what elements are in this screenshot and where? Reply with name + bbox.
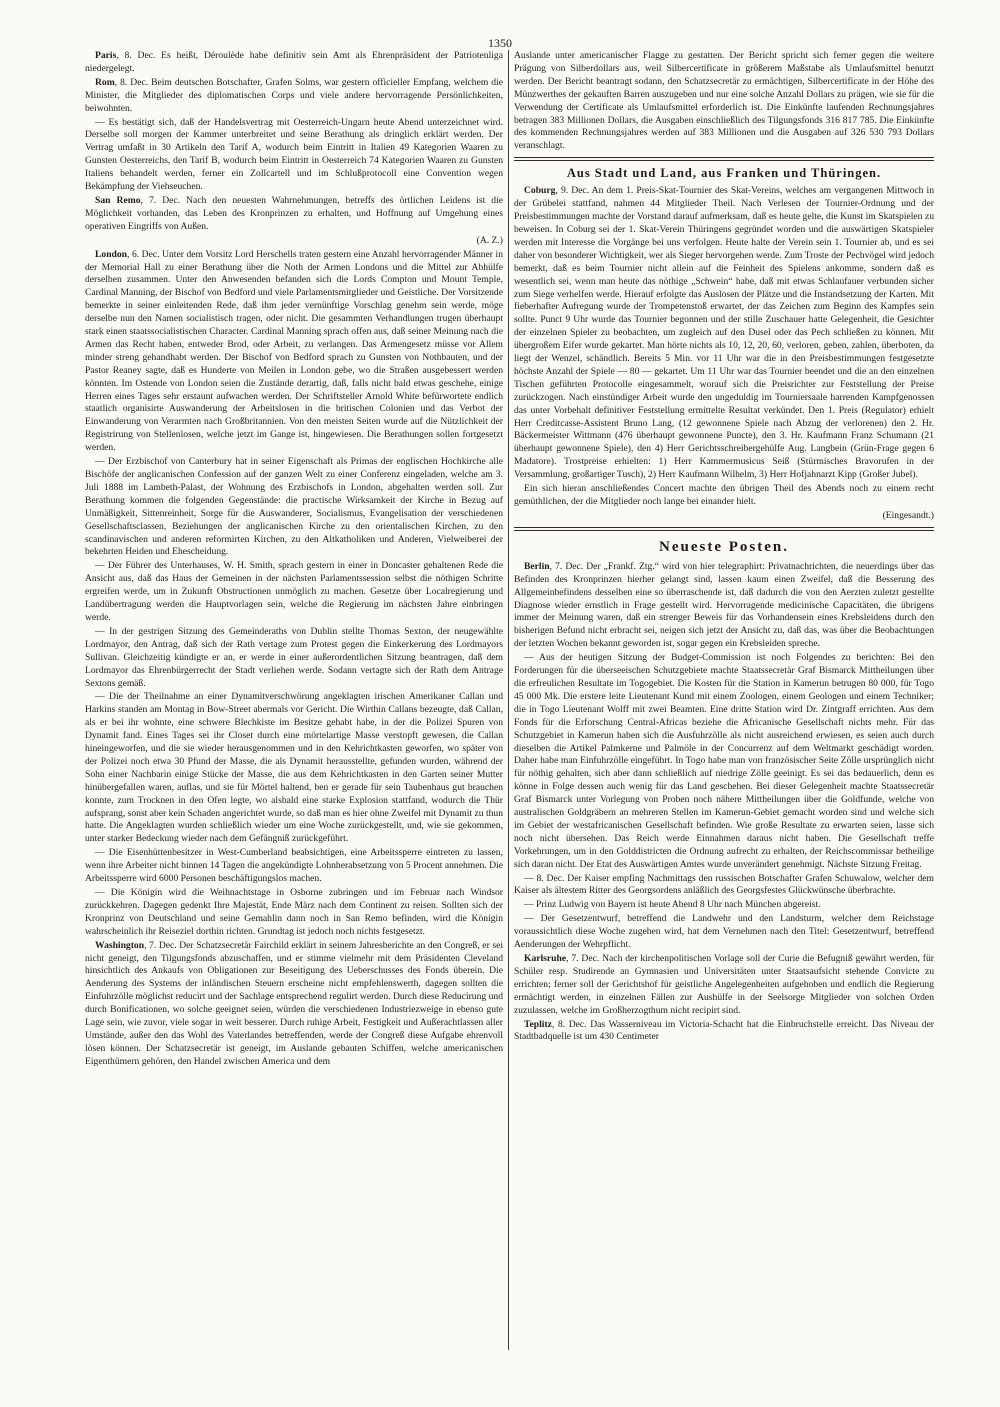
- left-column: [85, 50, 503, 1350]
- article-berlin: , 7. Dec. Der „Frankf. Ztg.“ wird von hier telegraphirt: Privatnachrichten, die neuerdings über das Befinden des Kronprinzen hierher gelangt sind, lassen kaum einen Zweifel, daß die Besserung des Allgemeinbefindens desselben eine so überraschende ist, daß dadurch die von den Aerzten zuletzt gestellte Diagnose wieder ernstlich in Frage gestellt wird. Hervorragende medicinische Capacitäten, die übrigens immer der Meinung waren, daß ein strenger Beweis für das Vorhandensein eines Krebsleidens durch den bisherigen Befund nicht erbracht sei, neigen sich jetzt der Ansicht zu, daß das, was über die Beobachtungen der letzten Wochen bekannt geworden ist, sogar gegen ein Krebsleiden spreche.: [514, 560, 934, 650]
- article-sanremo: , 7. Dec. Nach den neuesten Wahrnehmungen, betreffs des örtlichen Leidens ist die Möglichkeit vorhanden, das Leben des Kronprinzen zu erhalten, und Hoffnung auf Umgehung eines operativen Eingriffs von Außen.: [85, 194, 503, 232]
- column-divider: [508, 50, 509, 1350]
- signature-az: (A. Z.): [476, 234, 503, 246]
- article-teplitz: , 8. Dec. Das Wasserniveau im Victoria-Schacht hat die Einbruchstelle erreicht. Das Niveau der Stadtbadquelle ist um 430 Centimeter: [514, 1018, 934, 1043]
- dateline-london: London: [95, 248, 127, 260]
- dateline-teplitz: Teplitz: [524, 1018, 552, 1030]
- article-london-smith: — Der Führer des Unterhauses, W. H. Smith, sprach gestern in einer in Doncaster gehaltenen Rede die Ansicht aus, daß das Haus der Gemeinen in der nächsten Parlamentssession selbst die nöthigen Schritte ergreifen werde, um in Zukunft Obstructionen unmöglich zu machen. Gesetze über Localregierung und Landübertragung werden die Hauptvorlagen sein, welche die Regierung im nächsten Jahre einbringen werde.: [85, 560, 503, 623]
- page-number: 1350: [488, 36, 512, 50]
- article-berlin-kaiser: — 8. Dec. Der Kaiser empfing Nachmittags den russischen Botschafter Grafen Schuwalow, welcher dem Kaiser als ältestem Ritter des Georgsordens anläßlich des Georgsfestes Glückwünsche überbrachte.: [514, 872, 934, 897]
- article-coburg: , 9. Dec. An dem 1. Preis-Skat-Tournier des Skat-Vereins, welches am vergangenen Mittwoch in der Grübelei stattfand, nahmen 44 Mitglieder Theil. Nach Verlesen der Tournier-Ordnung und der Preisbestimmungen machte der Vorstand darauf aufmerksam, daß es heute gelte, die Kunst im Skatspielen zu beweisen. In Coburg sei der 1. Skat-Verein Thüringens gegründet worden und die auswärtigen Skatspieler werden mit Interesse die Vorgänge bei uns verfolgen. Heute halte der Verein sein 1. Tournier ab, und es sei daher von besonderer Wichtigkeit, wer als Sieger hervorgehen werde. Zum Troste der Pechvögel wird jedoch bemerkt, daß es beim Tournier nicht allein auf die Feinheit des Spielens ankomme, sondern daß es wesentlich sei, wenn man heute das nöthige „Schwein“ habe, daß mit etwas Schlaufauer verbunden sicher zum Siege verhelfen werde. Hierauf erfolgte das Auslosen der Plätze und die Instandsetzung der Karten. Mit fieberhafter Aufregung wurde der Trompetenstoß erwartet, der das Zeichen zum Beginn des Kampfes sein sollte. Punct 9 Uhr wurde das Tournier begonnen und der stille Zuschauer hatte Gelegenheit, die Gesichter der einzelnen Spieler zu beobachten, um zugleich auf den Dusel oder das Pech schließen zu können. Mit übergroßem Eifer wurde gekartet. Man hörte nichts als 10, 12, 20, 60, verloren, geben, zahlen, überboten, da liegt der Wenzel, schändlich. Bereits 5 Min. vor 11 Uhr war die in den Preisbestimmungen festgesetzte höchste Anzahl der Spiele — 80 — gekartet. Um 11 Uhr war das Tournier beendet und die an den einzelnen Tischen geführten Protocolle eingesammelt, worauf sich die Preisrichter zur Feststellung der Preise zurückzogen. Nach einstündiger Arbeit wurde den ungeduldig im Tourniersaale harrenden Kampfgenossen das unter Vorbehalt definitiver Feststellung ermittelte Resultat verkündet. Den 1. Preis (Regulator) erhielt Herr Creditcasse-Assistent Bruno Lang, (12 gewonnene Spiele nach Abzug der verlorenen) den 2. Hr. Bäckermeister Wittmann (476 überhaupt gewonnene Puncte), den 3. Hr. Kaufmann Franz Schumann (21 überhaupt gewonnene Spiele), den 4) Herr Gerichtsschreibergehülfe Aug. Langbein (Grün-Frage gegen 6 Madatore). Trostpreise erhielten: 1) Herr Kammermusicus Seiß (Stürmisches Bravorufen in der Versammlung, großartiger Tusch), 2) Herr Kaufmann Wilhelm, 3) Herr Hofjahnarzt Kipp (Großer Jubel).: [514, 185, 934, 481]
- article-washington: , 7. Dec. Der Schatzsecretär Fairchild erklärt in seinem Jahresberichte an den Congreß, er sei nicht geneigt, den Tilgungsfonds abzuschaffen, und er stimme vielmehr mit dem Präsidenten Cleveland hinsichtlich des Ankaufs von Obligationen zur Beseitigung des Ueberschusses des Fonds überein. Die Aenderung des Systems der inländischen Steuern erscheine nicht empfehlenswerth, dagegen sollten die Einfuhrzölle möglichst reducirt und der Sachlage entsprechend regulirt werden. Durch diese Reducirung und durch Bonificationen, wo solche geeignet seien, würden die verschiedenen Industriezweige in ebenso gute Lage sein, wie zuvor, viele sogar in weit besserer. Durch ruhige Arbeit, Festigkeit und Außerachtlassen aller Umstände, außer den das Wohl des Vaterlandes betreffenden, werde der Congreß diese Aufgabe ehrenvoll lösen können. Der Schatzsecretär ist geneigt, im Auslande gebauten Schiffen, welche americanischen Eigenthümern gehören, den Handel zwischen America und dem: [85, 939, 503, 1067]
- article-karlsruhe: , 7. Dec. Nach der kirchenpolitischen Vorlage soll der Curie die Befugniß gewährt werden, für Schüler resp. Studirende an Gymnasien und Universitäten unter Staatsaufsicht stehende Convicte zu errichten; ferner soll der Gerichtshof für geistliche Angelegenheiten aufgehoben und endlich die Regierung ermächtigt werden, in einzelnen Fällen zur Aushülfe in der Seelsorge Mitglieder von solchen Orden zuzulassen, welche im Großherzogthum nicht recipirt sind.: [514, 953, 934, 1016]
- dateline-sanremo: San Remo: [95, 194, 141, 206]
- article-washington-continued: Auslande unter americanischer Flagge zu gestatten. Der Bericht spricht sich ferner gegen die weitere Prägung von Silberdollars aus, weil Silbercertificate in größerem Maßstabe als Umlaufsmittel benutzt werden. Der Bericht beantragt sodann, den Schatzsecretär zu ermächtigen, Silbercertificate in der Höhe des Münzwerthes der gekauften Barren auszugeben und nur eine solche Anzahl Dollars zu prägen, wie sie für die Verwendung der Certificate als Umlaufsmittel erforderlich ist. Die Einkünfte laufenden Rechnungsjahres betragen 383 Millionen Dollars, die Ausgaben einschließlich des Tilgungsfonds 316 817 785. Die Einkünfte des kommenden Rechnungsjahres werden auf 383 Millionen und die Ausgaben auf 326 530 793 Dollars veranschlagt.: [514, 50, 934, 152]
- dateline-karlsruhe: Karlsruhe: [524, 953, 567, 964]
- right-column: [514, 50, 934, 1350]
- article-berlin-prinz: — Prinz Ludwig von Bayern ist heute Abend 8 Uhr nach München abgereist.: [524, 899, 821, 911]
- dateline-rom: Rom: [95, 76, 115, 88]
- article-berlin-gesetzentwurf: — Der Gesetzentwurf, betreffend die Landwehr und den Landsturm, welcher dem Reichstage voraussichtlich diese Woche zugehen wird, hat dem Vernehmen nach den Titel: Gesetzentwurf, betreffend Aenderungen der Wehrpflicht.: [514, 913, 934, 951]
- article-london-canterbury: — Der Erzbischof von Canterbury hat in seiner Eigenschaft als Primas der englischen Hochkirche alle Bischöfe der anglicanischen Confession auf der ganzen Welt zu einer Conferenz eingeladen, welche am 3. Juli 1888 im Lambeth-Palast, der Wohnung des Erzbischofs in London, abgehalten werden soll. Zur Berathung kommen die folgenden Gegenstände: die practische Wirksamkeit der Kirche in Bezug auf Unmäßigkeit, Sittenreinheit, Sorge für die Auswanderer, Socialismus, Evangelisation der verschiedenen Gesellschaftsclassen, Beziehungen der anglicanischen Kirche zu den orientalischen Kirchen, zu den scandinavischen und anderen reformirten Kirchen, zu den Altkatholiken und Anderen, Vielweiberei der bekehrten Heiden und Ehescheidung.: [85, 456, 503, 558]
- dateline-coburg: Coburg: [524, 185, 556, 197]
- article-london: , 6. Dec. Unter dem Vorsitz Lord Herschells traten gestern eine Anzahl hervorragender Männer in der Memorial Hall zu einer Berathung über die Noth der Armen Londons und die Mittel zur Abhülfe derselben zusammen. Unter den Anwesenden befanden sich die Lords Compton und Mount Temple, Cardinal Manning, der Bischof von Bedford und viele Parlamentsmitglieder und Geistliche. Der Vorsitzende bemerkte in seiner einleitenden Rede, daß ihm jeder vernünftige Vorschlag genehm sein werde, möge derselbe nun den Namen socialistisch tragen, oder nicht. Die gesammten Verhandlungen trugen überhaupt stark einen staatssocialistischen Character. Cardinal Manning sprach offen aus, daß seiner Meinung nach die Armen das Recht haben, entweder Brod, oder Arbeit, zu verlangen. Das Armengesetz müsse vor Allem minder streng gehandhabt werden. Der Bischof von Bedford sprach zu Gunsten von Nothbauten, und der Pastor Reaney sagte, daß es Hunderte von Meilen in London gebe, wo die Straßen ausgebessert werden könnten. Im Ostende von London seien die Zustände derartig, daß, falls nicht bald etwas geschehe, einige Herren eines Tages sehr erstaunt aufwachen werden. Der Schriftsteller Arnold White befürwortete endlich staatlich organisirte Auswanderung der Arbeitslosen in die britischen Colonien und das Verbot der Einwanderung von Verarmten nach Großbritannien. Von den meisten Seiten wurde auf die Nützlichkeit der Registrirung von Stellenlosen, welche jetzt im Gange ist, hingewiesen. Die Berathungen sollen fortgesetzt werden.: [85, 248, 503, 454]
- article-london-eisenhuetten: — Die Eisenhüttenbesitzer in West-Cumberland beabsichtigen, eine Arbeitssperre eintreten zu lassen, wenn ihre Arbeiter nicht binnen 14 Tagen die angekündigte Lohnherabsetzung von 5 Procent annehmen. Die Arbeitssperre wird 6000 Personen beschäftigungslos machen.: [85, 847, 503, 885]
- dateline-berlin: Berlin: [524, 560, 550, 572]
- section-rule: [514, 157, 934, 161]
- article-london-dublin: — In der gestrigen Sitzung des Gemeinderaths von Dublin stellte Thomas Sexton, der neugewählte Lordmayor, den Antrag, daß sich der Rath vertage zum Protest gegen die Einkerkerung des Lordmayors Sullivan. Gleichzeitig kündigte er an, er werde in einer außerordentlichen Sitzung beantragen, daß dem Lordmayor das Ehrenbürgerrecht der Stadt verliehen werde. Sodann vertagte sich der Rath dem Antrage Sextons gemäß.: [85, 625, 503, 689]
- article-london-koenigin: — Die Königin wird die Weihnachtstage in Osborne zubringen und im Februar nach Windsor zurückkehren. Dagegen gedenkt Ihre Majestät, Ende März nach dem Continent zu reisen. Sollten sich der Kronprinz von Deutschland und seine Gemahlin dann noch in San Remo befinden, wird die Königin wahrscheinlich ihr Reiseziel dorthin richten. Grundtag ist jedoch noch nichts festgesetzt.: [85, 887, 503, 937]
- article-rom: , 8. Dec. Beim deutschen Botschafter, Grafen Solms, war gestern officieller Empfang, welchem die Minister, die Mitglieder des diplomatischen Corps und viele andere hervorragende Persönlichkeiten, beiwohnten.: [85, 76, 503, 114]
- article-paris: , 8. Dec. Es heißt, Déroulède habe definitiv sein Amt als Ehrenpräsident der Patriotenliga niedergelegt.: [85, 50, 503, 74]
- article-london-dynamit: — Die der Theilnahme an einer Dynamitverschwörung angeklagten irischen Amerikaner Callan und Harkins standen am Montag in Bow-Street abermals vor Gericht. Die Wirthin Callans bezeugte, daß Callan, als er bei ihr wohnte, eine schwere Blechkiste im Besitze gehabt habe, in der die Polizei Spuren von Dynamit fand. Eines Tages sei ihr Closet durch eine mörtelartige Masse verstopft gewesen, die Callan hineingeworfen, und die sie wieder herausgenommen und in den Kehrichtkasten geworfen, wo später von der Polizei noch etwa 30 Pfund der Masse, die als Dynamit herausstellte, gefunden wurden, während der Sohn einer Nachbarin einige Stücke der Masse, die aus dem Kehrichtkasten in den Garten seiner Mutter hinübergefallen waren, auflas, und sie für Mörtel haltend, ben er gerade für sein Taubenhaus gut brauchen konnte, zum Trocknen in den Ofen legte, wo alsbald eine starke Explosion stattfand, wodurch die Thür aufsprang, sonst aber kein Schaden angerichtet wurde, so daß man es hier ohne Zweifel mit Dynamit zu thun hatte. Die Angeklagten wurden schließlich wieder um eine Woche zurückgestellt, und, wie sie gekommen, unter starker Bedeckung wieder nach dem Gefängniß zurückgeführt.: [85, 691, 503, 845]
- article-coburg-concert: Ein sich hieran anschließendes Concert machte den übrigen Theil des Abends noch zu einem recht gemüthlichen, der die Mitglieder noch lange bei einander hielt.: [514, 483, 934, 507]
- dateline-paris: Paris: [95, 50, 117, 61]
- article-rom-handelsvertrag: — Es bestätigt sich, daß der Handelsvertrag mit Oesterreich-Ungarn heute Abend unterzeichnet wird. Derselbe soll morgen der Kammer unterbreitet und seine Berathung als dringlich erklärt werden. Der Vertrag umfaßt in 30 Artikeln den Tarif A, wodurch beim Eintritt in Italien 49 Kategorien Waaren zu Gunsten Oesterreichs, den Tarif B, wodurch beim Eintritt in Oesterreich 74 Kategorien Waaren zu Gunsten Italiens behandelt werden, ferner ein Zollcartell und im Schlußprotocoll eine Convention wegen Bekämpfung der Viehseuchen.: [85, 116, 503, 193]
- article-berlin-budget: — Aus der heutigen Sitzung der Budget-Commission ist noch Folgendes zu berichten: Bei den Forderungen für die überseeischen Schutzgebiete machte Staatssecretär Graf Bismarck Mittheilungen über die erfreulichen Resultate im Togogebiet. Die Kosten für die Station in Kamerun betrugen 80 000, für Togo 45 000 Mk. Die erstere leite Lieutenant Kund mit einem Zoologen, einem Geologen und einem Techniker; die in Togo Lieutenant Wolff mit zwei Beamten. Eine dritte Station wird Dr. Zintgraff errichten. Aus dem Fonds für die Erforschung Central-Africas beziehe die Africanische Gesellschaft nichts mehr. Für das Schutzgebiet in Kamerun haben sich die Ausfuhrzölle als nicht ausreichend erwiesen, es seien auch durch dieselben die Artikel Palmkerne und Palmöle in der Concurrenz auf dem Weltmarkt geschädigt worden. Daher habe man Einfuhrzölle eingeführt. In Togo habe man von französischer Seite Zölle ursprünglich nicht für nöthig gehalten, sich aber dann schließlich auf niedrige Zölle geeinigt. Es sei das bedauerlich, denn es könne in Folge dessen auch wenig für das Land geschehen. Bei dieser Gelegenheit machte Staatssecretär Graf Bismarck unter Vorlegung von Proben noch nähere Mittheilungen über die Goldfunde, welche von australischen Goldgräbern an mehreren Stellen im Kamerun-Gebiet gemacht worden sind und welche sich im Gebiet der westafricanischen Gesellschaft befinden. Wie große Resultate zu erwarten seien, lasse sich noch nicht übersehen. Das Reich werde Einnahmen daraus nicht haben. Die Gesellschaft treffe Vorkehrungen, um in den Golddistricten die Ordnung aufrecht zu erhalten, der Reichscommissar betheilige sich daran nicht. Der Etat des Auswärtigen Amtes wurde unverändert genehmigt. Nächste Sitzung Freitag.: [514, 652, 934, 870]
- signature-eingesandt: (Eingesandt.): [882, 509, 934, 521]
- section-heading-stadt-land: Aus Stadt und Land, aus Franken und Thüringen.: [566, 166, 882, 181]
- section-rule-2: [514, 527, 934, 531]
- dateline-washington: Washington: [95, 939, 145, 951]
- section-heading-neueste-posten: Neueste Posten.: [659, 538, 789, 555]
